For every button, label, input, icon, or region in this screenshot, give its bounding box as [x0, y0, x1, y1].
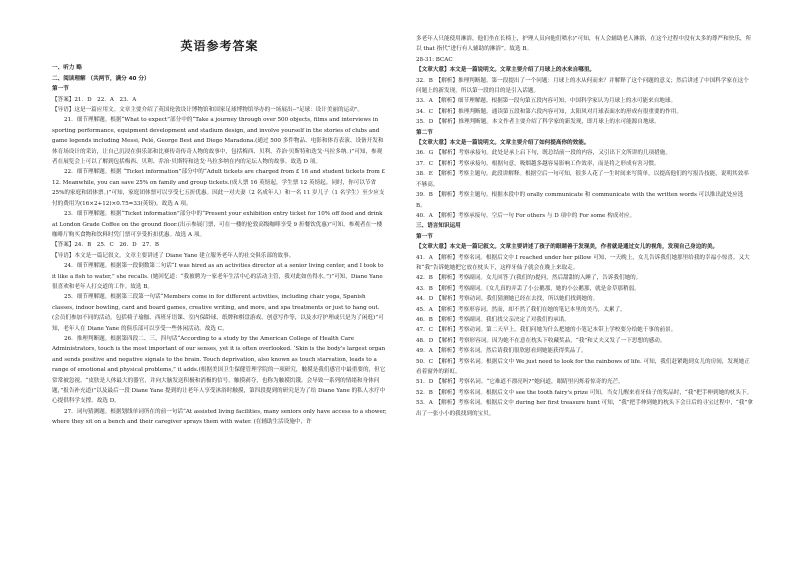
right-paragraph: 49．A 【解析】考察名词。然后请我们很欣慰看到她能获得奖品了。: [416, 348, 587, 355]
left-body: [52, 63, 387, 427]
right-paragraph: 33．A 【解析】细节理解题。根据第一段句第五段内容可知，中国科学家认为月球上的水可能来自地球。: [416, 98, 677, 105]
left-paragraph: 二、阅读理解 （共两节，满分 40 分）: [52, 75, 150, 82]
right-paragraph: 32．B 【解析】推理判断题。第一段提出了一个问题：月球上的水从何而来？并解释了这个问题的意义；然后讲述了中国科学家在这个问题上的新发现，所以第一段的目的是引入话题。: [416, 77, 749, 95]
left-paragraph: 第一节: [52, 86, 69, 93]
right-paragraph: 41．A 【解析】考察名词。根据后文中 I reached under her pillow 可知，一天晚上，女儿告诉我们她那里给我的幸福小惊喜。又大和“我”告诉她她把它放在枕头下，这样牙仙子就会在晚上来取走。: [416, 254, 750, 271]
right-paragraph: 38．E 【解析】考察主题句。此段讲解释。根据空后一句可知，很多人花了一生时间来写简单，以提高他们的写报告技能，说明其效率不够高。: [416, 171, 749, 188]
right-paragraph: 50．C 【解析】考察名词。根据后文中 We just need to look for the rainbows of life. 可知，我们赶紧跑到女儿的房间，发现她正看着窗外的彩虹。: [416, 358, 750, 375]
left-paragraph: 【答案】21．D 22．A 23．A: [52, 96, 137, 103]
right-paragraph: 【文章大意】本文是一篇记叙文。文章主要讲述了孩子的眼睛善于发现美，作者就是通过女儿的视角，发现自己身边的美。: [416, 244, 719, 251]
left-paragraph: 一、听力 略: [52, 65, 82, 72]
right-paragraph: 第一节: [416, 233, 433, 240]
right-paragraph: 36．G 【解析】考察承接句。此处是承上启下句，既总结前一段的内容，又引出下文所讲的几项措施。: [416, 150, 671, 157]
right-paragraph: 43．B 【解析】考察副词。《女儿真的弄丢了小公鹅那，她的小公鹅那，就是金草那稍弱。: [416, 285, 640, 292]
right-paragraph: 三、语言知识运用: [416, 223, 461, 230]
left-paragraph: 【导语】本文是一篇记叙文。文章主要讲述了 Diane Yane 建立服务老年人的社交俱乐部的故事。: [52, 252, 295, 259]
right-paragraph: 【文章大意】本文是一篇说明文。文章主要介绍了月球上的水来自哪里。: [416, 67, 596, 74]
left-paragraph: 【答案】24．B 25．C 26．D 27．B: [52, 242, 159, 249]
right-paragraph: 多老年人只能使用淋浴，他们坐在长椅上，护理人员向他们喷水)”可知，有人会辅助老人淋浴，在这个过程中没有太多的尊严和快乐，所以 that 指代“进行有人辅助的淋浴”。故选 B。: [416, 36, 752, 53]
right-paragraph: 第二节: [416, 129, 433, 136]
right-paragraph: 45．A 【解析】考察形容词。然而，却不然了我们在她的笔记本里的美乃，太累了。: [416, 306, 626, 313]
left-paragraph: 23．细节理解题。根据“Ticket information”部分中的“Present your exhibition entry ticket for 10% off food and drink at London Grade Coffee on the ground floor.(出示参展门票，可在一楼的伦敦高级咖啡享受 9 折餐饮优惠)”可知，参观者在一楼咖啡厅购买食物和饮料时凭门票可享受折扣优惠。故选 A 项。: [52, 211, 383, 238]
left-paragraph: 27．词句猜测题。根据划线单词所在的前一句话“At assisted living facilities, many seniors only have access to a shower, where they sit on a bench and their caregiver sprays them with water. (在辅助生活设施中，许: [52, 408, 387, 426]
left-paragraph: 22．细节理解题。根据 “Ticket information”部分中的“Adult tickets are charged from £ 16 and student tickets from £ 12. Meanwhile, you can save 25% on family and group tickets.(成人票 16 英镑起，学生票 12 英镑起。同时，你可以节省 25%的家庭和团体票。)”可知，家庭团体票可以享受七五折优惠。因此一对夫妻（2 名成年人）和一名 11 岁儿子（1 名学生）至少应支付的费用为(16×2+12)×0.75=33(英镑)。故选 A 项。: [52, 169, 386, 207]
document-title: 英语参考答案: [180, 39, 259, 53]
right-paragraph: 48．D 【解析】考察形容词。因为她不在意在枕头下收藏奖品，“我”和丈夫又发了一下思想的感动。: [416, 337, 666, 344]
right-paragraph: 34．C 【解析】推理判断题。通读第五段和第六段内容可知，太阳风对月球表面水的形成有很重要的作用。: [416, 108, 682, 115]
left-column: [52, 0, 387, 428]
right-paragraph: 44．D 【解析】考察动词。我们猜测她已经在去找，所以她们找到她的。: [416, 296, 599, 303]
right-paragraph: 37．C 【解析】考察承接句。根据句意，吸烟越多越容易影响工作效率，而是将之形成有害习惯。: [416, 160, 660, 167]
left-paragraph: 25．细节理解题。根据第三段第一句话“Members come in for different activities, including chair yoga, Spanish classes, indoor bowling, card and board games, creative writing, and more, and spa treatments or just to hang out.(会员们参加不同的活动，包括椅子瑜伽、西班牙语课、室内保龄球、纸牌和棋盘游戏、创意写作等，以及水疗护理或只是为了闲逛)”可知，老年人在 Diane Yane 的俱乐部可以享受一些休闲活动。故选 C。: [52, 294, 384, 332]
right-paragraph: 40．A 【解析】考察承接句。空后一句 For others 与 D 项中的 For some 构成对应。: [416, 212, 636, 219]
right-paragraph: 47．C 【解析】考察动词。第二天早上，我们问她为什么把她的小笔记本带上学校要分给她千事的前景。: [416, 327, 677, 334]
right-paragraph: 42．B 【解析】考察副词。女儿回答了(我们的)提问，然后甜甜的入睡了，告诉我们她的。: [416, 275, 642, 282]
right-paragraph: 46．B 【解析】考察副词。我们找父亲决定了对我们的承诺。: [416, 316, 570, 323]
left-paragraph: 26．推理判断题。根据第四段二、三、四句话“According to a study by the American College of Health Care Administrators, touch is the most important of our senses, yet it is often overlooked. ‘Skin is the body's largest organ and sends positive and negative signals to the brain. Touch deprivation, also known as touch starvation, leads to a range of emotional and physical problems,” it adds.(根据美国卫生保健管理学院的一项研究，触摸是我们感官中最重要的，但它常常被忽视。“皮肤是人体最大的器官，并向大脑发送积极和消极的信号。触摸剥夺，也称为触摸饥饿，会导致一系列的情绪和身体问题，”报告补充道)”以及最后一段 Diane Yane 提到的让老年人享受沐浴时触摸，第四段提到的研究是为了给 Diane Yane 的私人水疗中心提供科学支撑。故选 D。: [52, 335, 386, 405]
left-paragraph: 【导语】这是一篇应用文。文章主要介绍了英国伦敦设计博物馆和国家足球博物馆举办的一场展出--"足球：设计美丽的运动"。: [52, 107, 363, 114]
left-paragraph: 24．细节理解题。根据第一段倒数第二句话“I was hired as an activities director at a senior living center, and I took to it like a fish to water,” she recalls. (她回忆道：“我被聘为一家老年生活中心的活动主管，我对此如鱼得水。”)”可知，Diane Yane 很喜欢和老年人打交道的工作。故选 B。: [52, 263, 384, 290]
right-paragraph: 28-31: BCAC: [416, 56, 453, 63]
right-body: [416, 34, 754, 419]
right-paragraph: 39．B 【解析】考察主题句。根据本段中的 orally communicate 和 communicate with the written words 可以推出此处应选 B。: [416, 192, 744, 209]
right-paragraph: 52．B 【解析】考察名词。根据后文中 see the tooth fairy's prize 可知，当女儿醒来看牙仙子的奖品时，“我”把手伸到她的枕头下。: [416, 389, 753, 396]
right-paragraph: 35．D 【解析】推理判断题。本文作者主要介绍了科学家的新发现，即月球上的水可能源自地球。: [416, 119, 660, 126]
right-column: [416, 0, 754, 419]
right-paragraph: 53．A 【解析】考察名词。根据后文中 during her first treasure hunt 可知，“我”把手伸到她的枕头下会日后的寻宝过程中，“我”拿出了一张小小的我找到的宝贝。: [416, 400, 753, 417]
left-paragraph: 21．细节理解题。根据“What to expect”部分中的“Take a journey through over 500 objects, films and interviews in sporting performance, equipment development and stadium design, and involve yourself in the stories of clubs and game legends including Messi, Pelé, George Best and Diego Maradona.(通过 500 多件物品、电影和体育表演、设备开发和体育场设计的采访，让自己沉浸在俱乐部和比赛传奇传奇人物的故事中，包括梅西、贝利、乔治·贝斯特和迭戈·马拉多纳。)”可知，参观者在展览会上可以了解到包括梅西、贝利、乔治·贝斯特和迭戈·马拉多纳在内的足坛人物的故事。故选 D 项。: [52, 117, 384, 166]
right-paragraph: 【文章大意】本文是一篇说明文。文章主要介绍了如何提高你的效能。: [416, 140, 590, 147]
right-paragraph: 51．D 【解析】考察名词。“它难道不漂亮吗?”她问道，眼睛里闪烁着惊奇的光芒。: [416, 379, 624, 386]
